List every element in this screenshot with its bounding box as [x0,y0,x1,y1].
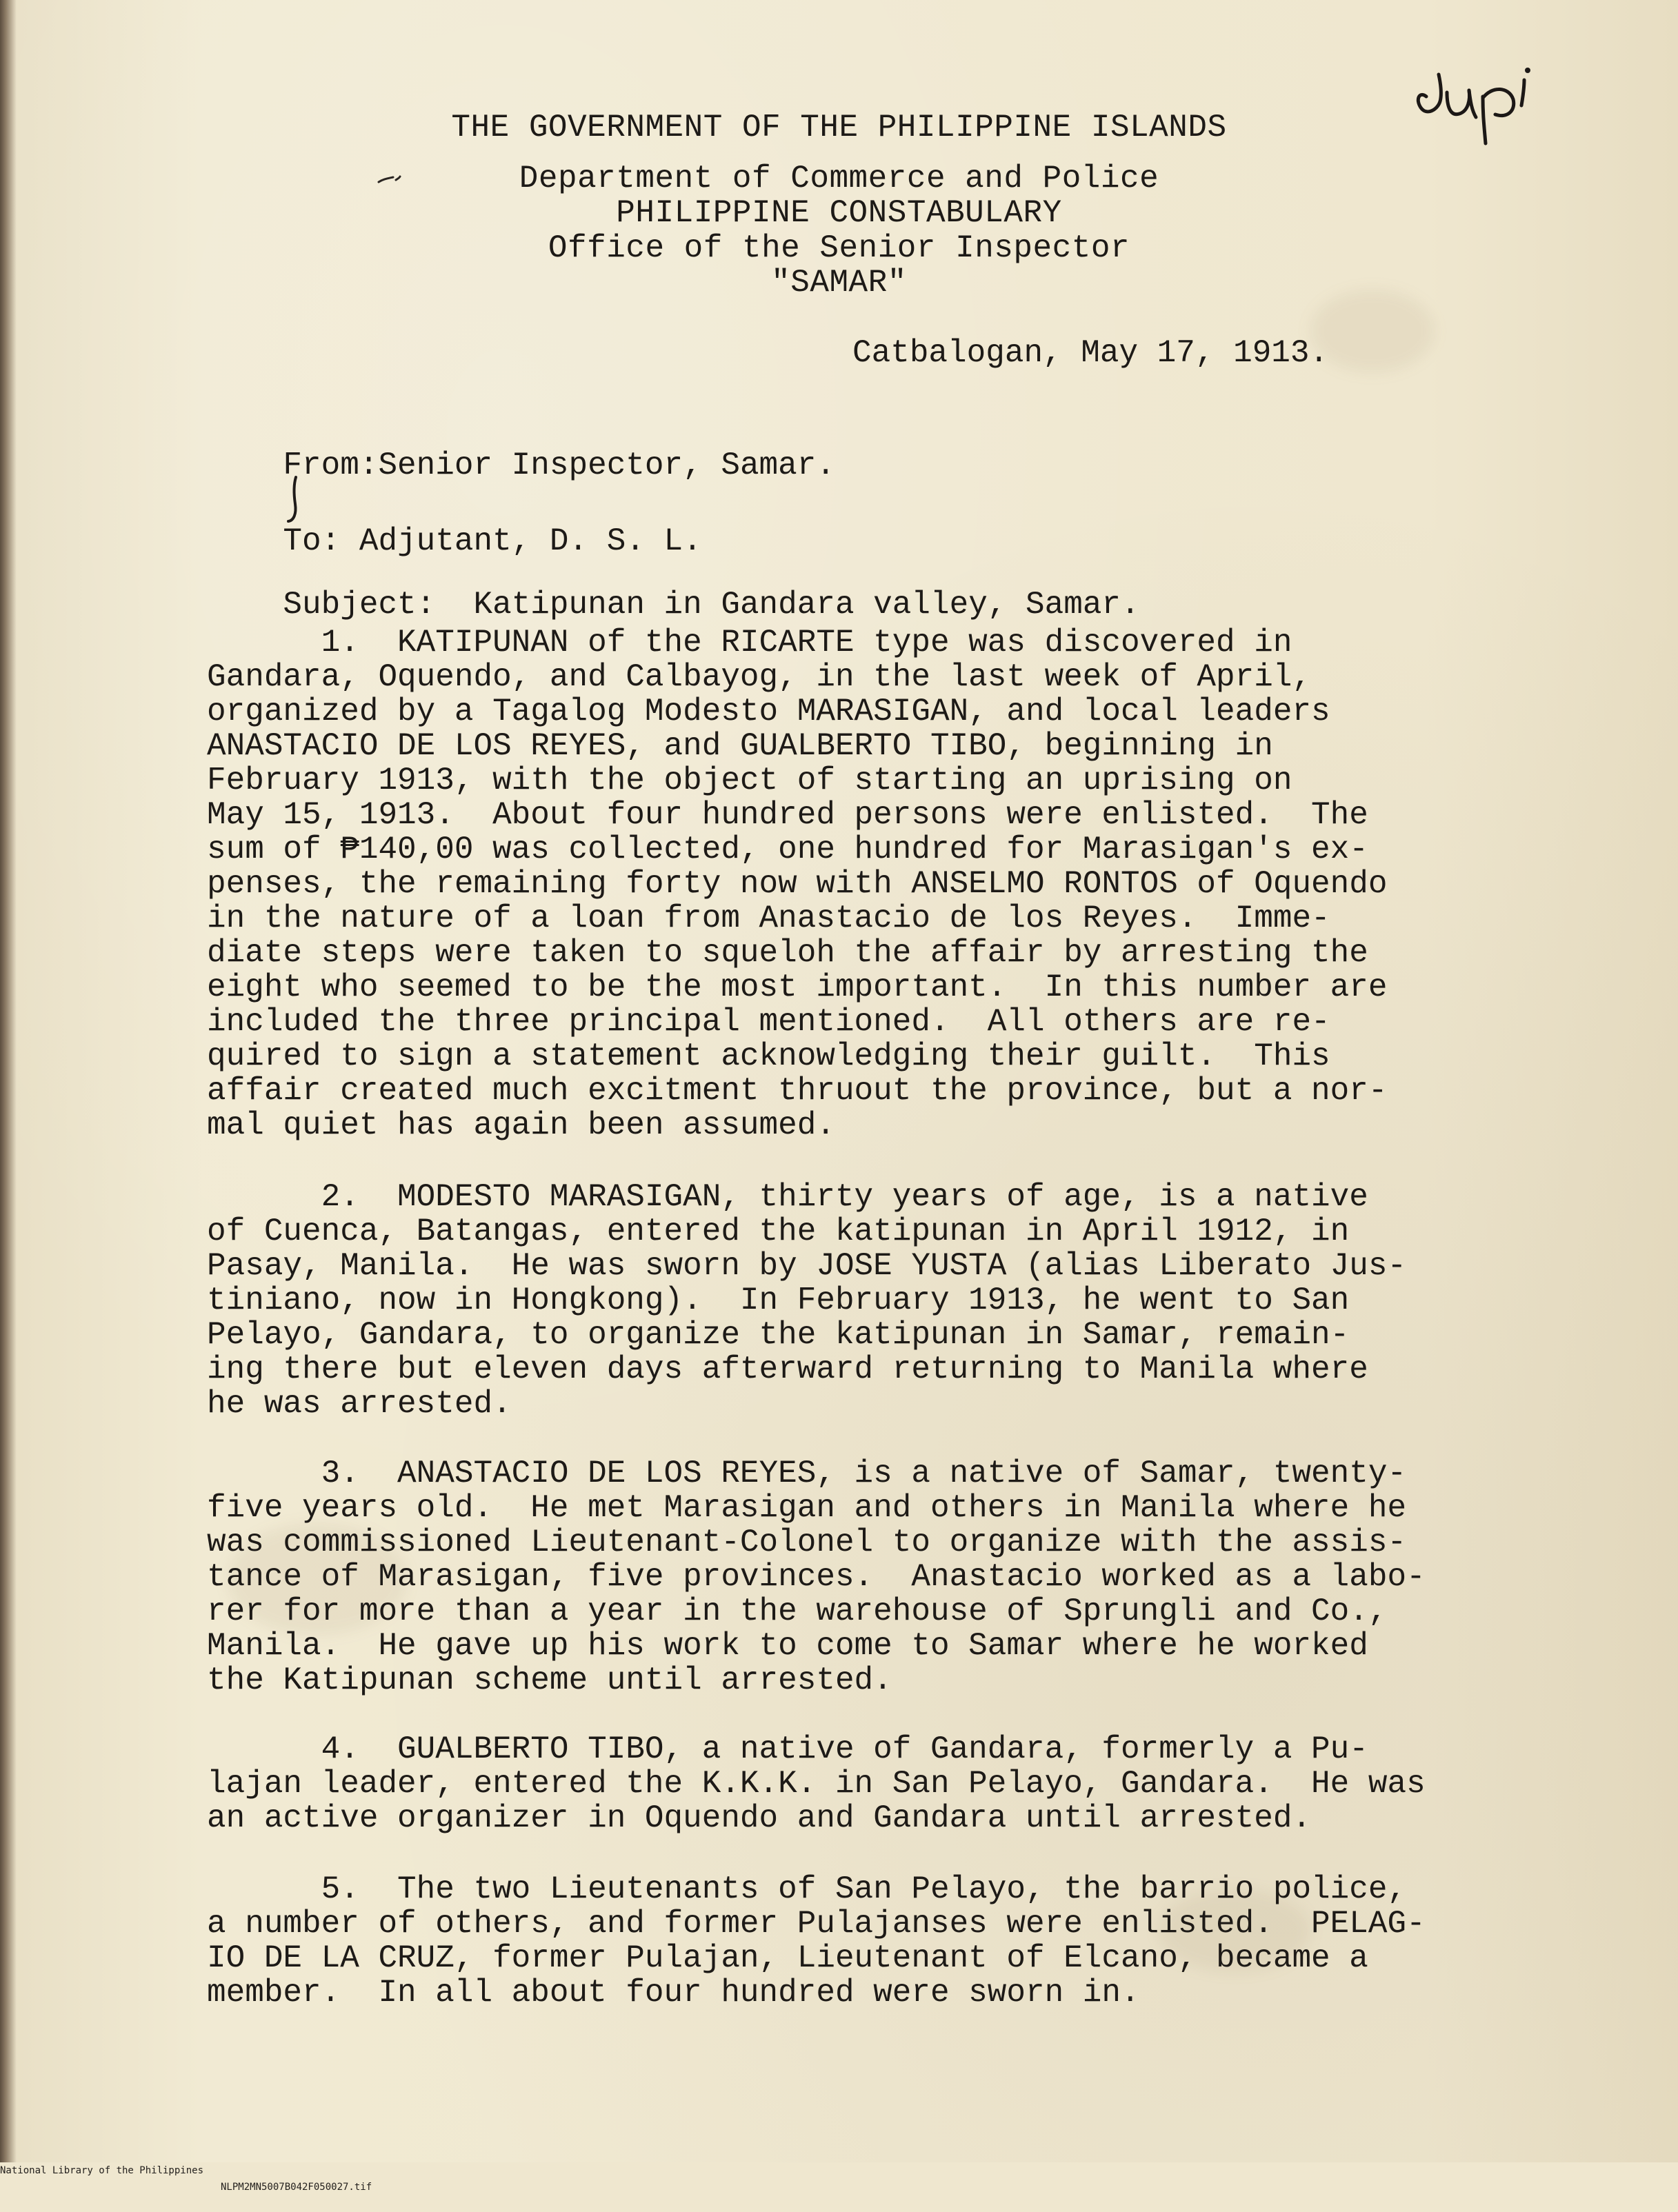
paragraph-5: 5. The two Lieutenants of San Pelayo, the barrio police, a number of others, and former Pulajanses were enlisted. PELAG- IO DE LA CRUZ, former Pulajan, Lieutenant of Elcano, became a member. In all about four hundred were sworn in. [207,1871,1426,2011]
subject-value: Katipunan in Gandara valley, Samar. [473,587,1140,623]
subject-label: Subject: [283,587,436,623]
header-title: THE GOVERNMENT OF THE PHILIPPINE ISLANDS [451,110,1227,145]
header-constabulary: PHILIPPINE CONSTABULARY [616,195,1062,231]
footer-file-id: NLPM2MN5007B042F050027.tif [221,2182,372,2193]
footer-library: National Library of the Philippines [0,2165,204,2176]
header-province: "SAMAR" [771,265,907,301]
paragraph-1: 1. KATIPUNAN of the RICARTE type was discovered in Gandara, Oquendo, and Calbayog, in the last week of April, organized by a Tagalog Modesto MARASIGAN, and local leaders ANASTACIO DE LOS REYES, and GUALBERTO TIBO, beginning in February 1913, with the object of starting an uprising on May 15, 1913. About four hundred persons were enlisted. The sum of ₱140,00 was collected, one hundred for Marasigan's ex- penses, the remaining forty now with ANSELMO RONTOS of Oquendo in the nature of a loan from Anastacio de los Reyes. Imme- diate steps were taken to squeloh the affair by arresting the eight who seemed to be the most important. In this number are included the three principal mentioned. All others are re- quired to sign a statement acknowledging their guilt. This affair created much excitment thruout the province, but a nor- mal quiet has again been assumed. [207,625,1388,1143]
document-date: Catbalogan, May 17, 1913. [852,335,1329,371]
paragraph-3: 3. ANASTACIO DE LOS REYES, is a native of Samar, twenty- five years old. He met Marasigan and others in Manila where he was commissioned Lieutenant-Colonel to organize with the assis- tance of Marasigan, five provinces. Anastacio worked as a labo- rer for more than a year in the warehouse of Sprungli and Co., Manila. He gave up his work to come to Samar where he worked the Katipunan scheme until arrested. [207,1456,1426,1698]
archival-footer [0,2146,1678,2193]
paragraph-2: 2. MODESTO MARASIGAN, thirty years of age, is a native of Cuenca, Batangas, entered the katipunan in April 1912, in Pasay, Manila. He was sworn by JOSE YUSTA (alias Liberato Jus- tiniano, now in Hongkong). In February 1913, he went to San Pelayo, Gandara, to organize the katipunan in Samar, remain- ing there but eleven days afterward returning to Manila where he was arrested. [207,1179,1407,1422]
from-label: From: [283,448,379,483]
from-value: Senior Inspector, Samar. [378,448,835,483]
header-department: Department of Commerce and Police [519,161,1159,197]
page-shadow-edge [0,0,17,2162]
to-value: Adjutant, D. S. L. [359,523,702,559]
to-label: To: [283,523,341,559]
header-office: Office of the Senior Inspector [548,230,1130,266]
paragraph-4: 4. GUALBERTO TIBO, a native of Gandara, formerly a Pu- lajan leader, entered the K.K.K. in San Pelayo, Gandara. He was an active organizer in Oquendo and Gandara until arrested. [207,1731,1426,1836]
paper-stain [1310,290,1435,372]
